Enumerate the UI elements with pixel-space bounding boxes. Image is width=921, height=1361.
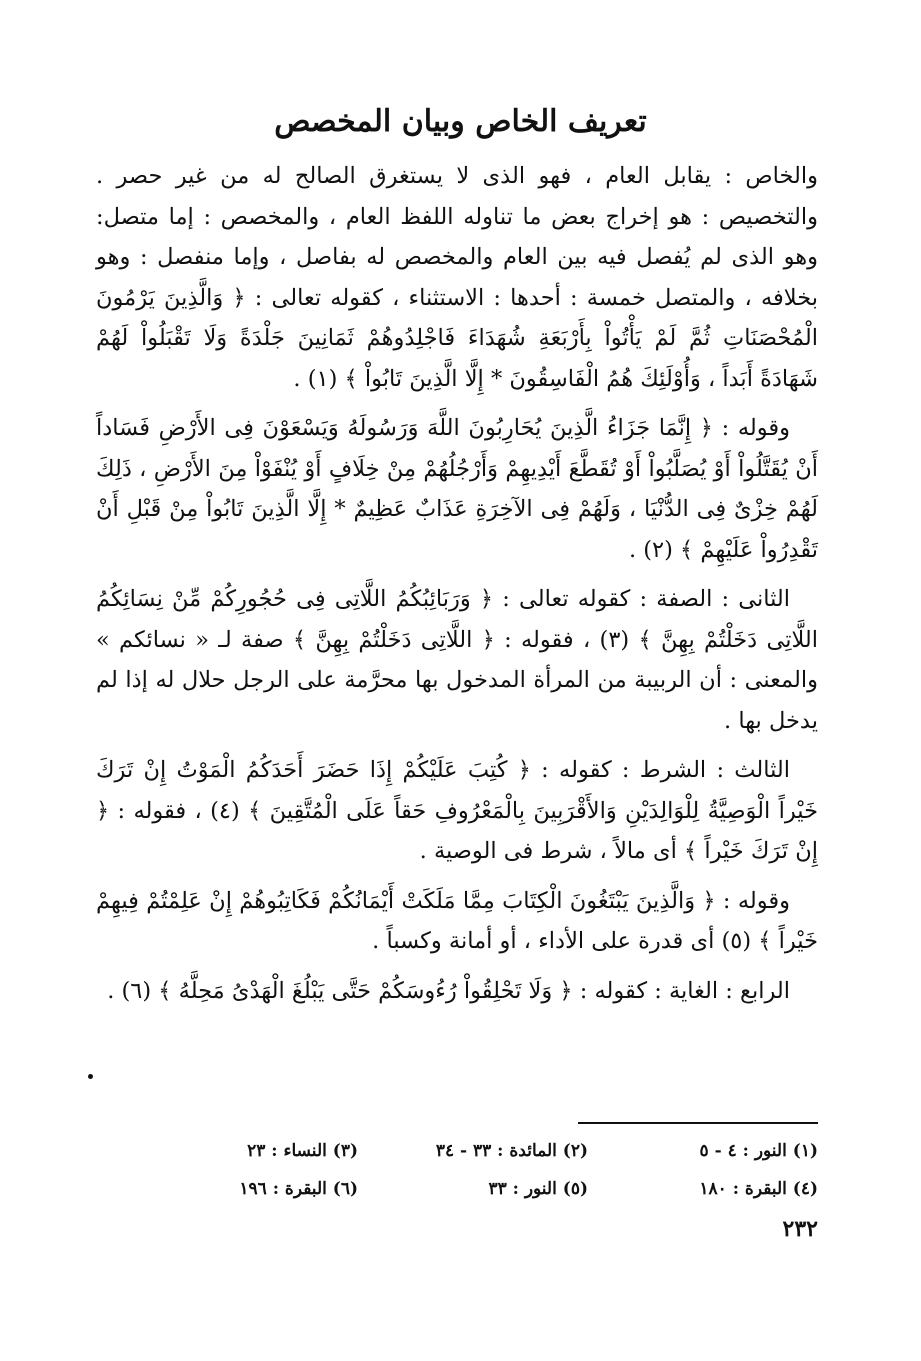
paragraph-verse-maidah: وقوله : ﴿ إِنَّمَا جَزَاءُ الَّذِينَ يُحَارِبُونَ اللَّهَ وَرَسُولَهُ وَيَسْعَوْنَ فِى الأَرْضِ فَسَاداً أَنْ يُقَتَّلُواْ أَوْ يُصَلَّبُواْ أَوْ تُقَطَّعَ أَيْدِيهِمْ وَأَرْجُلُهُمْ مِنْ خِلَافٍ أَوْ يُنْفَوْاْ مِنَ الأَرْضِ ، ذَلِكَ لَهُمْ خِزْىٌ فِى الدُّنْيَا ، وَلَهُمْ فِى الآخِرَةِ عَذَابٌ عَظِيمٌ * إِلَّا الَّذِينَ تَابُواْ مِنْ قَبْلِ أَنْ تَقْدِرُواْ عَلَيْهِمْ ﴾ (٢) .	[96, 415, 818, 563]
ink-dot	[88, 1074, 93, 1079]
paragraph-third-condition: الثالث : الشرط : كقوله : ﴿ كُتِبَ عَلَيْكُمْ إِذَا حَضَرَ أَحَدَكُمُ الْمَوْتُ إِنْ تَرَكَ خَيْراً الْوَصِيَّةُ لِلْوَالِدَيْنِ وَالأَقْرَبِينَ بِالْمَعْرُوفِ حَقاً عَلَى الْمُتَّقِينَ ﴾ (٤) ، فقوله : ﴿ إِنْ تَرَكَ خَيْراً ﴾ أى مالاً ، شرط فى الوصية .	[96, 757, 818, 864]
paragraph-definition: والخاص : يقابل العام ، فهو الذى لا يستغرق الصالح له من غير حصر . والتخصيص : هو إخراج بعض ما تناوله اللفظ العام ، والمخصص : إما متصل: وهو الذى لم يُفصل فيه بين العام والمخصص له بفاصل ، وإما منفصل : وهو بخلافه ، والمتصل خمسة : أحدها : الاستثناء ، كقوله تعالى : ﴿ وَالَّذِينَ يَرْمُونَ الْمُحْصَنَاتِ ثُمَّ لَمْ يَأْتُواْ بِأَرْبَعَةِ شُهَدَاءَ فَاجْلِدُوهُمْ ثَمَانِينَ جَلْدَةً وَلَا تَقْبَلُواْ لَهُمْ شَهَادَةً أَبَداً ، وَأُوْلَئِكَ هُمُ الْفَاسِقُونَ * إِلَّا الَّذِينَ تَابُواْ ﴾ (١) .	[96, 163, 818, 392]
footnote-6: (٦) البقرة : ١٩٦	[239, 1179, 358, 1199]
footnote-row	[138, 1136, 818, 1166]
paragraph-second-attribute: الثانى : الصفة : كقوله تعالى : ﴿ وَرَبَائِبُكُمُ اللَّاتِى فِى حُجُورِكُمْ مِّنْ نِسَائِكُمُ اللَّاتِى دَخَلْتُمْ بِهِنَّ ﴾ (٣) ، فقوله : ﴿ اللَّاتِى دَخَلْتُمْ بِهِنَّ ﴾ صفة لـ « نسائكم » والمعنى : أن الربيبة من المرأة المدخول بها محرَّمة على الرجل حلال له إذا لم يدخل بها .	[96, 586, 819, 734]
footnote-4: (٤) البقرة : ١٨٠	[699, 1179, 818, 1199]
footnote-3: (٣) النساء : ٢٣	[247, 1141, 358, 1161]
page-body	[96, 156, 818, 1020]
footnote-1: (١) النور : ٤ - ٥	[699, 1141, 818, 1161]
footnote-5: (٥) النور : ٣٣	[488, 1179, 588, 1199]
paragraph-verse-nur: وقوله : ﴿ وَالَّذِينَ يَبْتَغُونَ الْكِتَابَ مِمَّا مَلَكَتْ أَيْمَانُكُمْ فَكَاتِبُوهُمْ إِنْ عَلِمْتُمْ فِيهِمْ خَيْراً ﴾ (٥) أى قدرة على الأداء ، أو أمانة وكسباً .	[96, 887, 818, 954]
footnote-row	[138, 1174, 818, 1204]
page-number: ٢٣٢	[782, 1216, 818, 1242]
footnote-separator	[578, 1122, 818, 1124]
page-title: تعريف الخاص وبيان المخصص	[274, 104, 647, 139]
footnote-2: (٢) المائدة : ٣٣ - ٣٤	[435, 1141, 588, 1161]
paragraph-fourth-goal: الرابع : الغاية : كقوله : ﴿ وَلَا تَحْلِقُواْ رُءُوسَكُمْ حَتَّى يَبْلُغَ الْهَدْىُ مَحِلَّهُ ﴾ (٦) .	[107, 977, 790, 1004]
